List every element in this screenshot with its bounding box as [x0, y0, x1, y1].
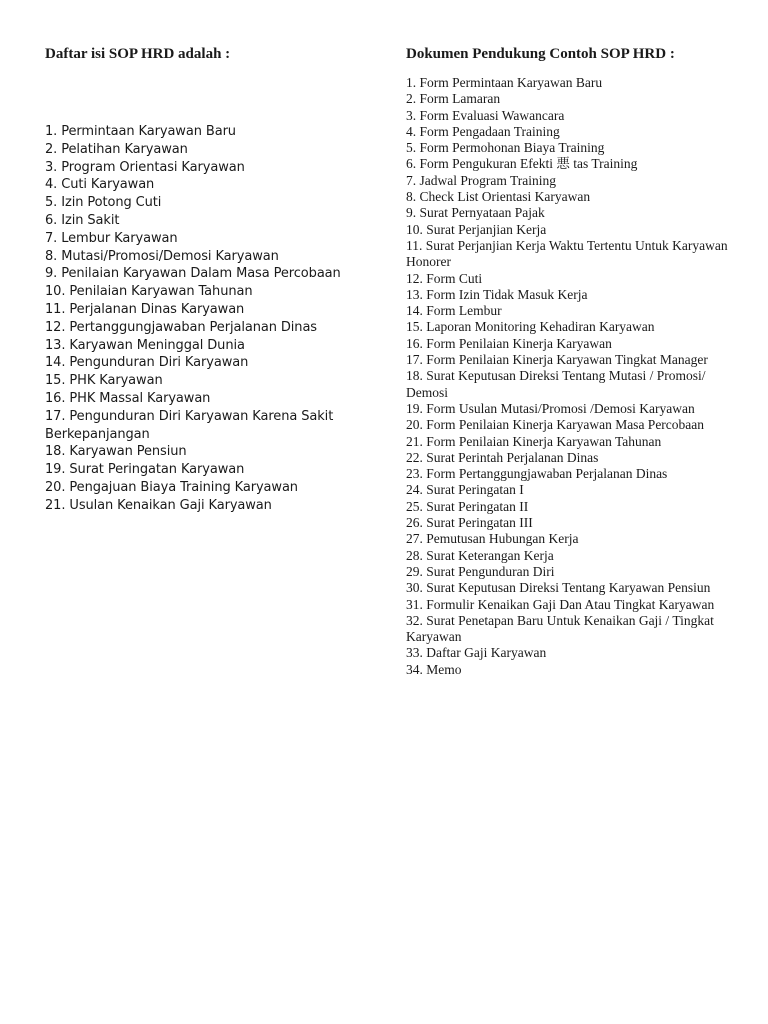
document-list-item: 10. Surat Perjanjian Kerja: [406, 221, 547, 237]
supporting-documents-heading: Dokumen Pendukung Contoh SOP HRD :: [406, 46, 675, 62]
document-list-item: 30. Surat Keputusan Direksi Tentang Karyawan Pensiun: [406, 580, 711, 596]
document-list-item: 34. Memo: [406, 661, 462, 677]
sop-list-item: 18. Karyawan Pensiun: [45, 444, 187, 460]
document-list-item: 27. Pemutusan Hubungan Kerja: [406, 531, 579, 547]
document-list-item: 11. Surat Perjanjian Kerja Waktu Tertentu Untuk Karyawan Honorer: [406, 237, 728, 270]
document-list-item: 6. Form Pengukuran Efekti 悪 tas Training: [406, 156, 638, 172]
document-list-item: 5. Form Permohonan Biaya Training: [406, 140, 605, 156]
sop-list-item: 10. Penilaian Karyawan Tahunan: [45, 284, 253, 300]
document-list-item: 23. Form Pertanggungjawaban Perjalanan Dinas: [406, 466, 668, 482]
sop-list-item: 17. Pengunduran Diri Karyawan Karena Sakit Berkepanjangan: [45, 408, 334, 442]
sop-list-item: 3. Program Orientasi Karyawan: [45, 159, 245, 175]
sop-list-item: 12. Pertanggungjawaban Perjalanan Dinas: [45, 319, 317, 335]
sop-list-item: 16. PHK Massal Karyawan: [45, 390, 211, 406]
document-list-item: 2. Form Lamaran: [406, 91, 501, 107]
sop-list-item: 14. Pengunduran Diri Karyawan: [45, 355, 249, 371]
sop-list-item: 6. Izin Sakit: [45, 212, 120, 228]
sop-list-item: 5. Izin Potong Cuti: [45, 195, 162, 211]
document-list-item: 31. Formulir Kenaikan Gaji Dan Atau Tingkat Karyawan: [406, 596, 715, 612]
document-list-item: 22. Surat Perintah Perjalanan Dinas: [406, 449, 599, 465]
document-list-item: 13. Form Izin Tidak Masuk Kerja: [406, 286, 588, 302]
document-list-item: 14. Form Lembur: [406, 303, 502, 319]
sop-list-item: 13. Karyawan Meninggal Dunia: [45, 337, 245, 353]
document-list-item: 25. Surat Peringatan II: [406, 498, 529, 514]
document-list-item: 16. Form Penilaian Kinerja Karyawan: [406, 335, 612, 351]
sop-list-item: 15. PHK Karyawan: [45, 373, 163, 389]
document-list-item: 24. Surat Peringatan I: [406, 482, 524, 498]
sop-list-item: 20. Pengajuan Biaya Training Karyawan: [45, 479, 298, 495]
document-list-item: 8. Check List Orientasi Karyawan: [406, 189, 591, 205]
document-list-item: 12. Form Cuti: [406, 270, 483, 286]
document-list-item: 19. Form Usulan Mutasi/Promosi /Demosi Karyawan: [406, 400, 695, 416]
document-list-item: 33. Daftar Gaji Karyawan: [406, 645, 547, 661]
sop-contents-list: [45, 123, 385, 515]
document-list-item: 18. Surat Keputusan Direksi Tentang Mutasi / Promosi/ Demosi: [406, 368, 706, 400]
sop-contents-heading: Daftar isi SOP HRD adalah :: [45, 46, 231, 62]
document-list-item: 21. Form Penilaian Kinerja Karyawan Tahunan: [406, 433, 662, 449]
sop-list-item: 11. Perjalanan Dinas Karyawan: [45, 301, 245, 317]
document-list-item: 15. Laporan Monitoring Kehadiran Karyawan: [406, 319, 655, 335]
sop-list-item: 8. Mutasi/Promosi/Demosi Karyawan: [45, 248, 279, 264]
document-list-item: 9. Surat Pernyataan Pajak: [406, 205, 545, 221]
document-list-item: 3. Form Evaluasi Wawancara: [406, 107, 565, 123]
document-list-item: 20. Form Penilaian Kinerja Karyawan Masa Percobaan: [406, 417, 705, 433]
sop-list-item: 9. Penilaian Karyawan Dalam Masa Percobaan: [45, 266, 341, 282]
document-list-item: 1. Form Permintaan Karyawan Baru: [406, 75, 603, 90]
document-list-item: 7. Jadwal Program Training: [406, 172, 556, 188]
document-list-item: 28. Surat Keterangan Kerja: [406, 547, 554, 563]
sop-list-item: 21. Usulan Kenaikan Gaji Karyawan: [45, 497, 272, 513]
document-list-item: 32. Surat Penetapan Baru Untuk Kenaikan Gaji / Tingkat Karyawan: [406, 612, 714, 645]
sop-contents-column: [45, 42, 385, 515]
document-list-item: 17. Form Penilaian Kinerja Karyawan Tingkat Manager: [406, 352, 708, 368]
sop-list-item: 1. Permintaan Karyawan Baru: [45, 124, 236, 139]
supporting-documents-list: [406, 75, 746, 678]
sop-list-item: 4. Cuti Karyawan: [45, 177, 155, 193]
document-list-item: 4. Form Pengadaan Training: [406, 123, 560, 139]
document-list-item: 26. Surat Peringatan III: [406, 515, 533, 531]
sop-list-item: 2. Pelatihan Karyawan: [45, 141, 188, 157]
sop-list-item: 7. Lembur Karyawan: [45, 230, 178, 246]
supporting-documents-column: [406, 42, 746, 678]
document-list-item: 29. Surat Pengunduran Diri: [406, 563, 555, 579]
sop-list-item: 19. Surat Peringatan Karyawan: [45, 462, 245, 478]
